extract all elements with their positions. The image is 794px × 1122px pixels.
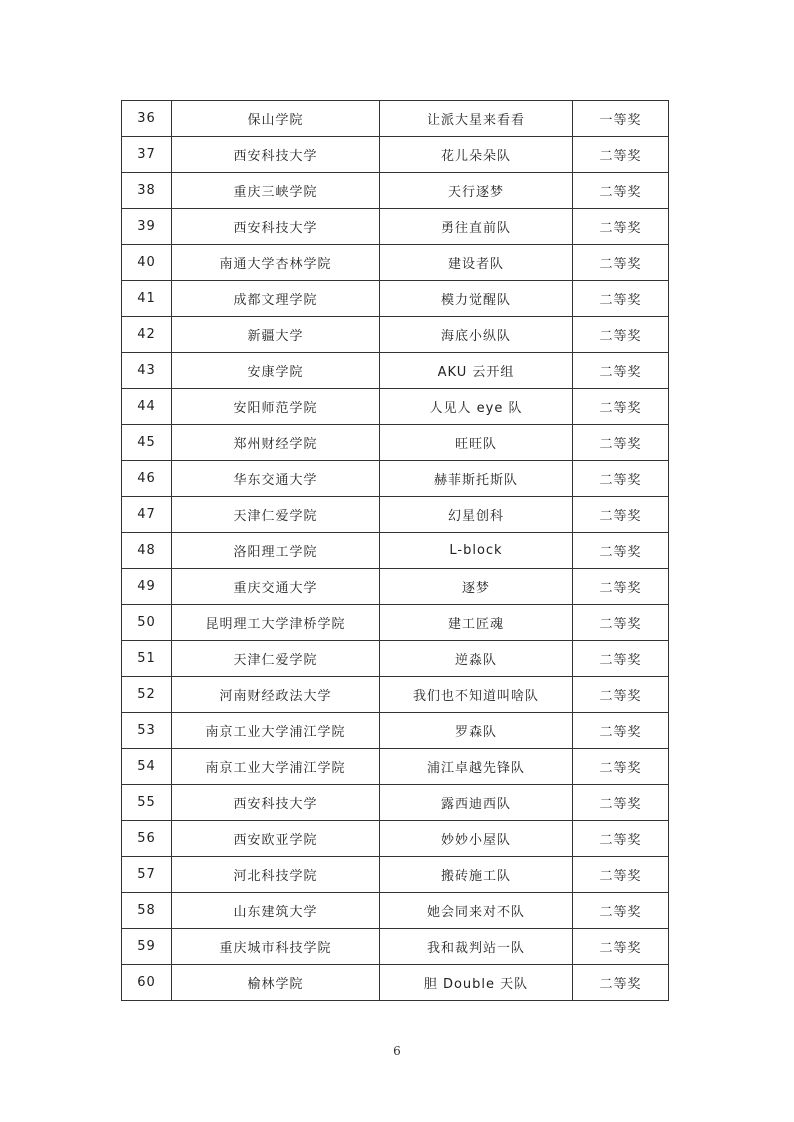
team-name: 模力觉醒队 (380, 281, 573, 317)
table-row (122, 353, 669, 389)
row-number: 43 (122, 353, 172, 389)
table-row (122, 785, 669, 821)
school-name: 南通大学杏林学院 (172, 245, 380, 281)
team-name: 赫菲斯托斯队 (380, 461, 573, 497)
table-row (122, 281, 669, 317)
table-row (122, 893, 669, 929)
row-number: 54 (122, 749, 172, 785)
school-name: 新疆大学 (172, 317, 380, 353)
row-number: 47 (122, 497, 172, 533)
team-name: 花儿朵朵队 (380, 137, 573, 173)
team-name: AKU 云开组 (380, 353, 573, 389)
team-name: 勇往直前队 (380, 209, 573, 245)
award-level: 二等奖 (573, 605, 669, 641)
school-name: 华东交通大学 (172, 461, 380, 497)
team-name: 搬砖施工队 (380, 857, 573, 893)
table-row (122, 497, 669, 533)
table-row (122, 677, 669, 713)
table-row (122, 749, 669, 785)
award-level: 二等奖 (573, 137, 669, 173)
team-name: 幻星创科 (380, 497, 573, 533)
school-name: 安康学院 (172, 353, 380, 389)
school-name: 重庆三峡学院 (172, 173, 380, 209)
table-row (122, 929, 669, 965)
table-row (122, 569, 669, 605)
school-name: 重庆交通大学 (172, 569, 380, 605)
team-name: 她会同来对不队 (380, 893, 573, 929)
award-level: 二等奖 (573, 749, 669, 785)
team-name: 浦江卓越先锋队 (380, 749, 573, 785)
team-name: 罗森队 (380, 713, 573, 749)
awards-table (121, 100, 669, 1001)
team-name: 建工匠魂 (380, 605, 573, 641)
team-name: 露西迪西队 (380, 785, 573, 821)
award-level: 二等奖 (573, 353, 669, 389)
school-name: 河北科技学院 (172, 857, 380, 893)
school-name: 天津仁爱学院 (172, 497, 380, 533)
school-name: 山东建筑大学 (172, 893, 380, 929)
row-number: 56 (122, 821, 172, 857)
team-name: 妙妙小屋队 (380, 821, 573, 857)
row-number: 42 (122, 317, 172, 353)
row-number: 38 (122, 173, 172, 209)
school-name: 洛阳理工学院 (172, 533, 380, 569)
team-name: 逆淼队 (380, 641, 573, 677)
table-row (122, 209, 669, 245)
team-name: 海底小纵队 (380, 317, 573, 353)
row-number: 49 (122, 569, 172, 605)
award-level: 二等奖 (573, 821, 669, 857)
row-number: 39 (122, 209, 172, 245)
school-name: 成都文理学院 (172, 281, 380, 317)
row-number: 52 (122, 677, 172, 713)
award-level: 二等奖 (573, 209, 669, 245)
award-level: 二等奖 (573, 857, 669, 893)
row-number: 40 (122, 245, 172, 281)
table-row (122, 101, 669, 137)
award-level: 二等奖 (573, 497, 669, 533)
school-name: 昆明理工大学津桥学院 (172, 605, 380, 641)
award-level: 二等奖 (573, 281, 669, 317)
table-row (122, 713, 669, 749)
table-row (122, 137, 669, 173)
table-row (122, 857, 669, 893)
award-level: 二等奖 (573, 533, 669, 569)
row-number: 51 (122, 641, 172, 677)
award-level: 二等奖 (573, 785, 669, 821)
award-level: 二等奖 (573, 929, 669, 965)
team-name: 天行逐梦 (380, 173, 573, 209)
award-level: 二等奖 (573, 641, 669, 677)
row-number: 59 (122, 929, 172, 965)
school-name: 西安科技大学 (172, 785, 380, 821)
row-number: 58 (122, 893, 172, 929)
row-number: 48 (122, 533, 172, 569)
award-level: 二等奖 (573, 893, 669, 929)
school-name: 河南财经政法大学 (172, 677, 380, 713)
table-row (122, 173, 669, 209)
row-number: 41 (122, 281, 172, 317)
page-number: 6 (393, 1044, 401, 1058)
team-name: 让派大星来看看 (380, 101, 573, 137)
award-level: 二等奖 (573, 965, 669, 1001)
team-name: L-block (380, 533, 573, 569)
team-name: 我们也不知道叫啥队 (380, 677, 573, 713)
table-row (122, 641, 669, 677)
awards-table-body (122, 101, 669, 1001)
row-number: 50 (122, 605, 172, 641)
table-row (122, 245, 669, 281)
table-row (122, 965, 669, 1001)
award-level: 二等奖 (573, 713, 669, 749)
award-level: 二等奖 (573, 245, 669, 281)
school-name: 西安科技大学 (172, 137, 380, 173)
school-name: 西安欧亚学院 (172, 821, 380, 857)
award-level: 二等奖 (573, 389, 669, 425)
team-name: 人见人 eye 队 (380, 389, 573, 425)
row-number: 45 (122, 425, 172, 461)
table-row (122, 821, 669, 857)
row-number: 57 (122, 857, 172, 893)
team-name: 我和裁判站一队 (380, 929, 573, 965)
table-row (122, 461, 669, 497)
team-name: 逐梦 (380, 569, 573, 605)
row-number: 46 (122, 461, 172, 497)
school-name: 南京工业大学浦江学院 (172, 713, 380, 749)
team-name: 旺旺队 (380, 425, 573, 461)
award-level: 二等奖 (573, 677, 669, 713)
team-name: 建设者队 (380, 245, 573, 281)
school-name: 郑州财经学院 (172, 425, 380, 461)
table-row (122, 317, 669, 353)
team-name: 胆 Double 天队 (380, 965, 573, 1001)
school-name: 安阳师范学院 (172, 389, 380, 425)
row-number: 37 (122, 137, 172, 173)
row-number: 53 (122, 713, 172, 749)
row-number: 44 (122, 389, 172, 425)
school-name: 西安科技大学 (172, 209, 380, 245)
award-level: 二等奖 (573, 461, 669, 497)
school-name: 榆林学院 (172, 965, 380, 1001)
award-level: 一等奖 (573, 101, 669, 137)
table-row (122, 533, 669, 569)
row-number: 60 (122, 965, 172, 1001)
award-level: 二等奖 (573, 425, 669, 461)
school-name: 重庆城市科技学院 (172, 929, 380, 965)
school-name: 保山学院 (172, 101, 380, 137)
table-row (122, 389, 669, 425)
award-level: 二等奖 (573, 569, 669, 605)
table-row (122, 605, 669, 641)
row-number: 36 (122, 101, 172, 137)
school-name: 南京工业大学浦江学院 (172, 749, 380, 785)
award-level: 二等奖 (573, 317, 669, 353)
school-name: 天津仁爱学院 (172, 641, 380, 677)
row-number: 55 (122, 785, 172, 821)
table-row (122, 425, 669, 461)
award-level: 二等奖 (573, 173, 669, 209)
